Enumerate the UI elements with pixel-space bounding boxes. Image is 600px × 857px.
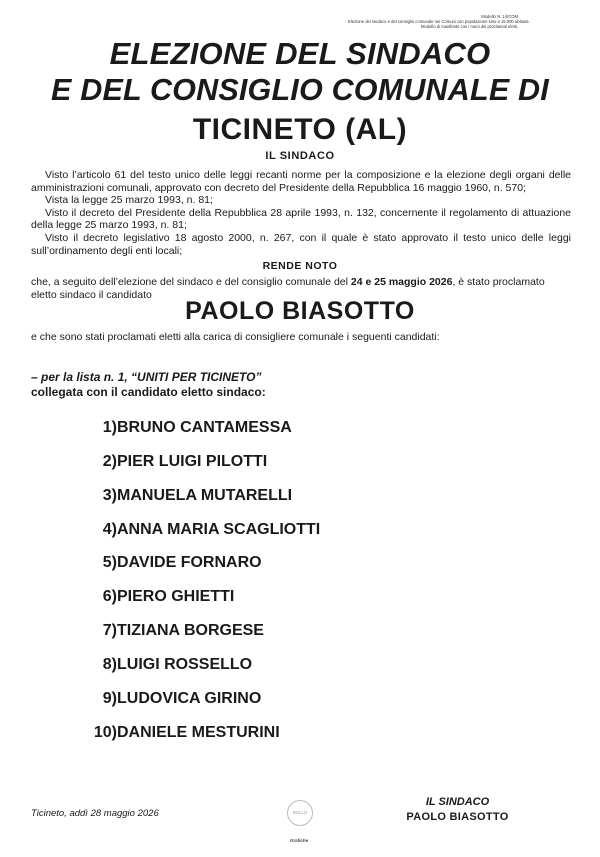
model-number: Modello N. 14/COM — [481, 14, 518, 19]
candidates-list — [85, 418, 485, 756]
proclamation-post: , è stato proclamato eletto sindaco il candidato — [31, 276, 545, 301]
elected-mayor-name: PAOLO BIASOTTO — [185, 297, 415, 325]
signature-title: IL SINDACO — [425, 796, 490, 808]
list-title — [31, 370, 571, 385]
election-dates: 24 e 25 maggio 2026 — [350, 276, 453, 288]
candidate-item — [85, 553, 485, 587]
candidate-name: DAVIDE FORNARO — [117, 554, 262, 572]
candidate-name: PIER LUIGI PILOTTI — [117, 452, 268, 470]
candidate-name: TIZIANA BORGESE — [117, 622, 264, 640]
comune-name: TICINETO (AL) — [192, 113, 408, 146]
model-note — [348, 14, 530, 30]
candidate-item — [85, 621, 485, 655]
signature-name: PAOLO BIASOTTO — [406, 811, 509, 823]
candidate-item — [85, 452, 485, 486]
councillors-intro: e che sono stati proclamati eletti alla carica di consigliere comunale i seguenti candidati: — [31, 331, 440, 343]
candidate-number: 6) — [102, 588, 117, 606]
candidate-number: 1) — [102, 419, 117, 436]
list-heading — [31, 370, 571, 400]
visto-paragraph: Visto il decreto legislativo 18 agosto 2000, n. 267, con il quale è stato approvato il testo unico delle leggi sull’ordinamento degli enti locali; — [31, 231, 571, 257]
candidate-item — [85, 689, 485, 723]
candidate-number: 2) — [102, 452, 117, 470]
candidate-name: DANIELE MESTURINI — [117, 723, 280, 741]
candidate-number: 3) — [102, 486, 117, 504]
candidate-item — [85, 486, 485, 520]
visto-paragraph: Visto il decreto del Presidente della Repubblica 28 aprile 1993, n. 132, concernente il regolamento di attuazione della legge 25 marzo 1993, n. 81; — [31, 206, 571, 232]
model-description: Elezione del sindaco e del consiglio comunale nei Comuni con popolazione sino a 15.000 abitanti. — [348, 19, 530, 25]
list-prefix: – per la lista n. 1, “ — [31, 370, 138, 384]
candidate-item — [85, 587, 485, 621]
list-suffix: ” — [255, 370, 262, 384]
candidate-number: 5) — [102, 554, 117, 572]
candidate-item — [85, 655, 485, 689]
title-line-1: ELEZIONE DEL SINDACO — [109, 36, 491, 71]
candidate-number: 9) — [102, 689, 117, 707]
candidate-item — [85, 520, 485, 554]
proclamation-pre: che, a seguito dell’elezione del sindaco e del consiglio comunale del — [31, 276, 351, 288]
stamp-circle: BOLLO — [287, 800, 313, 826]
visto-paragraphs — [31, 169, 571, 257]
visto-paragraph: Visto l’articolo 61 del testo unico delle leggi recanti norme per la composizione e la elezione degli organi delle amministrazioni comunali, approvato con decreto del Presidente della Repubblica 16 maggio 1960, n. 570; — [31, 169, 571, 194]
candidate-number: 7) — [102, 622, 117, 640]
il-sindaco-heading: IL SINDACO — [265, 150, 335, 162]
list-linked-text: collegata con il candidato eletto sindaco: — [31, 385, 266, 399]
visto-paragraph: Vista la legge 25 marzo 1993, n. 81; — [45, 194, 213, 207]
candidate-item — [85, 418, 485, 452]
candidate-name: MANUELA MUTARELLI — [117, 486, 293, 504]
candidate-number: 10) — [93, 723, 117, 741]
title-line-2: E DEL CONSIGLIO COMUNALE DI — [51, 73, 549, 107]
list-name: UNITI PER TICINETO — [137, 370, 256, 384]
candidate-item — [85, 723, 485, 757]
candidate-name: BRUNO CANTAMESSA — [117, 419, 292, 436]
candidate-number: 8) — [102, 655, 117, 673]
place-date: Ticineto, addì 28 maggio 2026 — [31, 808, 159, 819]
candidate-name: ANNA MARIA SCAGLIOTTI — [117, 520, 321, 538]
rende-noto-heading: RENDE NOTO — [262, 260, 338, 272]
candidate-number: 4) — [102, 520, 117, 538]
model-subtitle: Modello di manifesto con i nomi dei proclamati eletti. — [420, 24, 518, 30]
candidate-name: PIERO GHIETTI — [117, 588, 235, 606]
printer-logo: Grafiche — [289, 838, 309, 843]
candidate-name: LUIGI ROSSELLO — [117, 655, 253, 673]
candidate-name: LUDOVICA GIRINO — [117, 689, 262, 707]
